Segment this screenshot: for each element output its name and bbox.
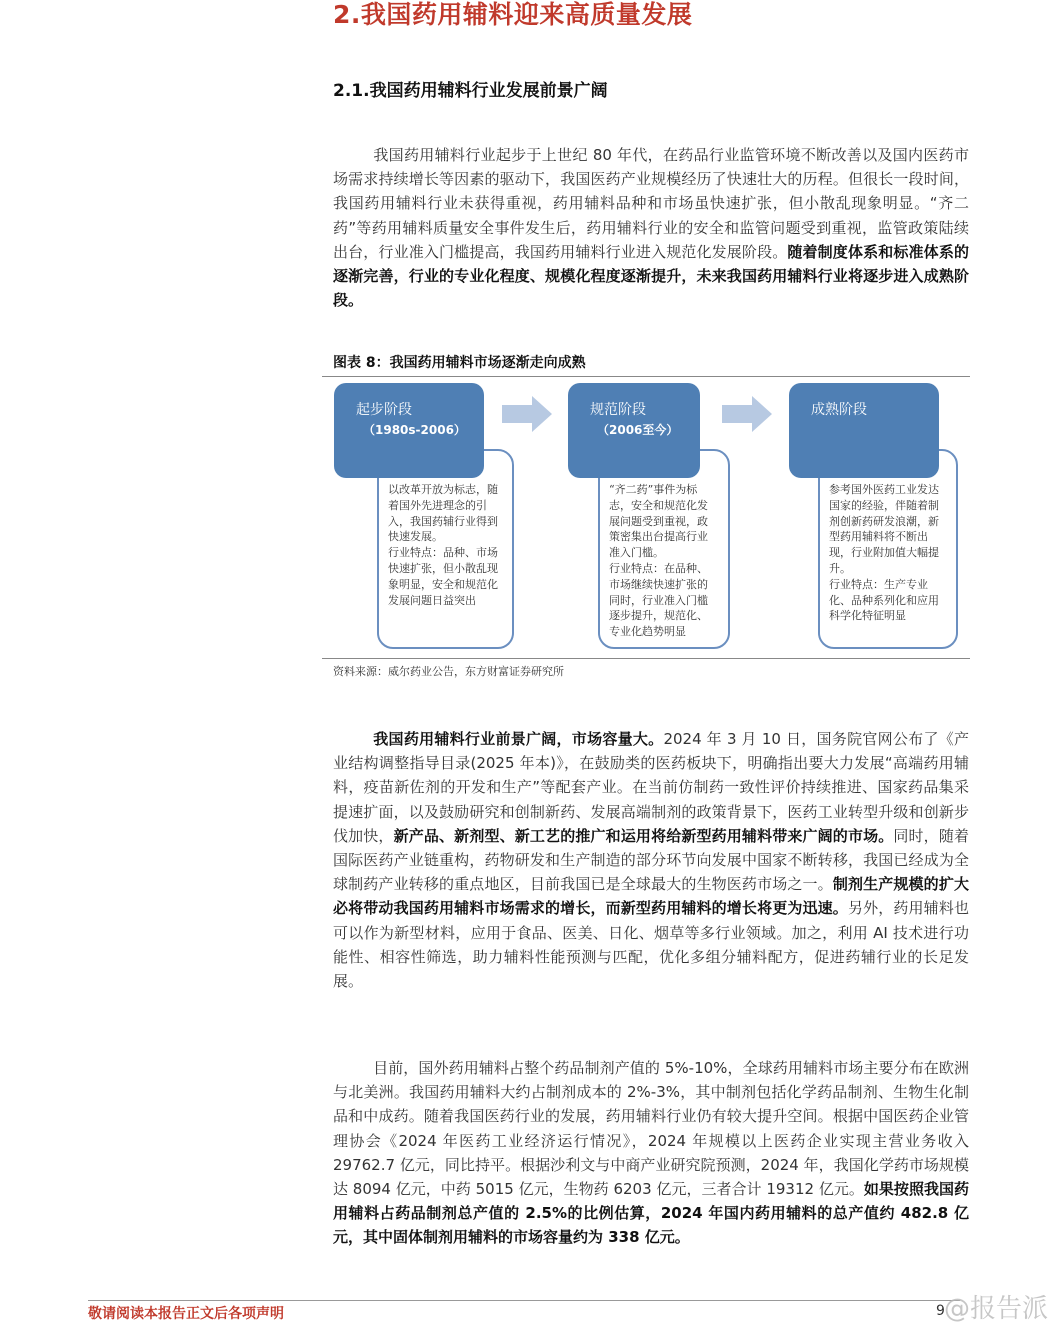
arrow-right-icon [722, 396, 772, 432]
arrow-right-icon [502, 396, 552, 432]
paragraph-market-outlook [333, 727, 969, 993]
footer-disclaimer: 敬请阅读本报告正文后各项声明 [88, 1306, 284, 1322]
figure-bottom-rule [322, 658, 970, 659]
stage-header-startup [334, 383, 484, 478]
paragraph-bold: 新产品、新剂型、新工艺的推广和运用将给新型药用辅料带来广阔的市场。 [393, 826, 894, 845]
paragraph-text: 另外，药用辅料也可以作为新型材料，应用于食品、医美、日化、烟草等多行业领域。加之，利用 AI 技术进行功能性、相容性筛选，助力辅料性能预测与匹配，优化多组分辅料配方，促进药辅行业的长足发展。 [333, 899, 969, 991]
paragraph-bold: 我国药用辅料行业前景广阔，市场容量大。 [373, 730, 664, 748]
stage-description-standardization [598, 449, 730, 649]
paragraph-bold: 制剂生产规模的扩大必将带动我国药用辅料市场需求的增长，而新型药用辅料的增长将更为迅速。 [333, 875, 969, 918]
subsection-heading: 2.1.我国药用辅料行业发展前景广阔 [333, 81, 608, 101]
paragraph-text: 目前，国外药用辅料占整个药品制剂产值的 5%-10%，全球药用辅料市场主要分布在欧洲与北美洲。我国药用辅料大约占制剂成本的 2%-3%，其中制剂包括化学药品制剂、生物生化制品和中成药。随着我国医药行业的发展，药用辅料行业仍有较大提升空间。根据中国医药企业管理协会《2024 年医药工业经济运行情况》，2024 年规模以上医药企业实现主营业务收入 29762.7 亿元，同比持平。根据沙利文与中商产业研究院预测，2024 年，我国化学药市场规模达 8094 亿元，中药 5015 亿元，生物药 6203 亿元，三者合计 19312 亿元。 [333, 1059, 969, 1199]
stage-header-standardization [568, 383, 700, 478]
stage-title: 成熟阶段 [811, 402, 867, 418]
paragraph-text: 我国药用辅料行业起步于上世纪 80 年代，在药品行业监管环境不断改善以及国内医药市场需求持续增长等因素的驱动下，我国医药产业规模经历了快速壮大的历程。但很长一段时间，我国药用辅料行业未获得重视，药用辅料品种和市场虽快速扩张，但小散乱现象明显。“齐二药”等药用辅料质量安全事件发生后，药用辅料行业的安全和监管问题受到重视，监管政策陆续出台，行业准入门槛提高，我国药用辅料行业进入规范化发展阶段。 [333, 146, 969, 261]
stage-description-startup [377, 449, 514, 649]
figure-source: 资料来源：威尔药业公告，东方财富证券研究所 [333, 665, 564, 678]
paragraph-text: 同时，随着国际医药产业链重构，药物研发和生产制造的部分环节向发展中国家不断转移，我国已经成为全球制药产业转移的重点地区，目前我国已是全球最大的生物医药市场之一。 [333, 826, 969, 894]
watermark-logo: @报告派 [944, 1294, 1049, 1324]
paragraph-market-size [333, 1056, 969, 1250]
stage-description-text: 参考国外医药工业发达国家的经验，伴随着制剂创新药研发浪潮，新型药用辅料将不断出现，行业附加值大幅提升。 行业特点：生产专业化、品种系列化和应用科学化特征明显 [829, 483, 939, 623]
stage-description-text: “齐二药”事件为标志，安全和规范化发展问题受到重视，政策密集出台提高行业准入门槛。 行业特点：在品种、市场继续快速扩张的同时，行业准入门槛逐步提升，规范化、专业化趋势明显 [609, 483, 708, 639]
paragraph-text: 2024 年 3 月 10 日，国务院官网公布了《产业结构调整指导目录(2025 年本)》，在鼓励类的医药板块下，明确指出要大力发展“高端药用辅料，疫苗新佐剂的开发和生产”等配套产业。在当前仿制药一致性评价持续推进、国家药品集采提速扩面，以及鼓励研究和创制新药、发展高端制剂的政策背景下，医药工业转型升级和创新步伐加快， [333, 730, 969, 845]
stage-title: 规范阶段 [590, 402, 646, 418]
paragraph-bold: 随着制度体系和标准体系的逐渐完善，行业的专业化程度、规模化程度逐渐提升，未来我国药用辅料行业将逐步进入成熟阶段。 [333, 242, 969, 310]
figure-caption: 图表 8：我国药用辅料市场逐渐走向成熟 [333, 355, 586, 371]
page-number: 9 [936, 1303, 945, 1319]
stage-description-text: 以改革开放为标志，随着国外先进理念的引入，我国药辅行业得到快速发展。 行业特点：品种、市场快速扩张，但小散乱现象明显，安全和规范化发展问题日益突出 [388, 483, 498, 607]
stage-range: （2006至今） [597, 423, 679, 437]
stage-title: 起步阶段 [356, 402, 412, 418]
paragraph-bold: 如果按照我国药用辅料占药品制剂总产值的 2.5%的比例估算，2024 年国内药用辅料的总产值约 482.8 亿元，其中固体制剂用辅料的市场容量约为 338 亿元。 [333, 1180, 969, 1247]
footer-rule [88, 1300, 960, 1301]
paragraph-industry-history [333, 143, 969, 312]
section-heading: 2.我国药用辅料迎来高质量发展 [333, 0, 693, 29]
stage-header-maturity [789, 383, 939, 478]
figure-top-rule [322, 376, 970, 377]
stage-description-maturity [818, 449, 958, 649]
stage-range: （1980s-2006） [363, 423, 466, 437]
